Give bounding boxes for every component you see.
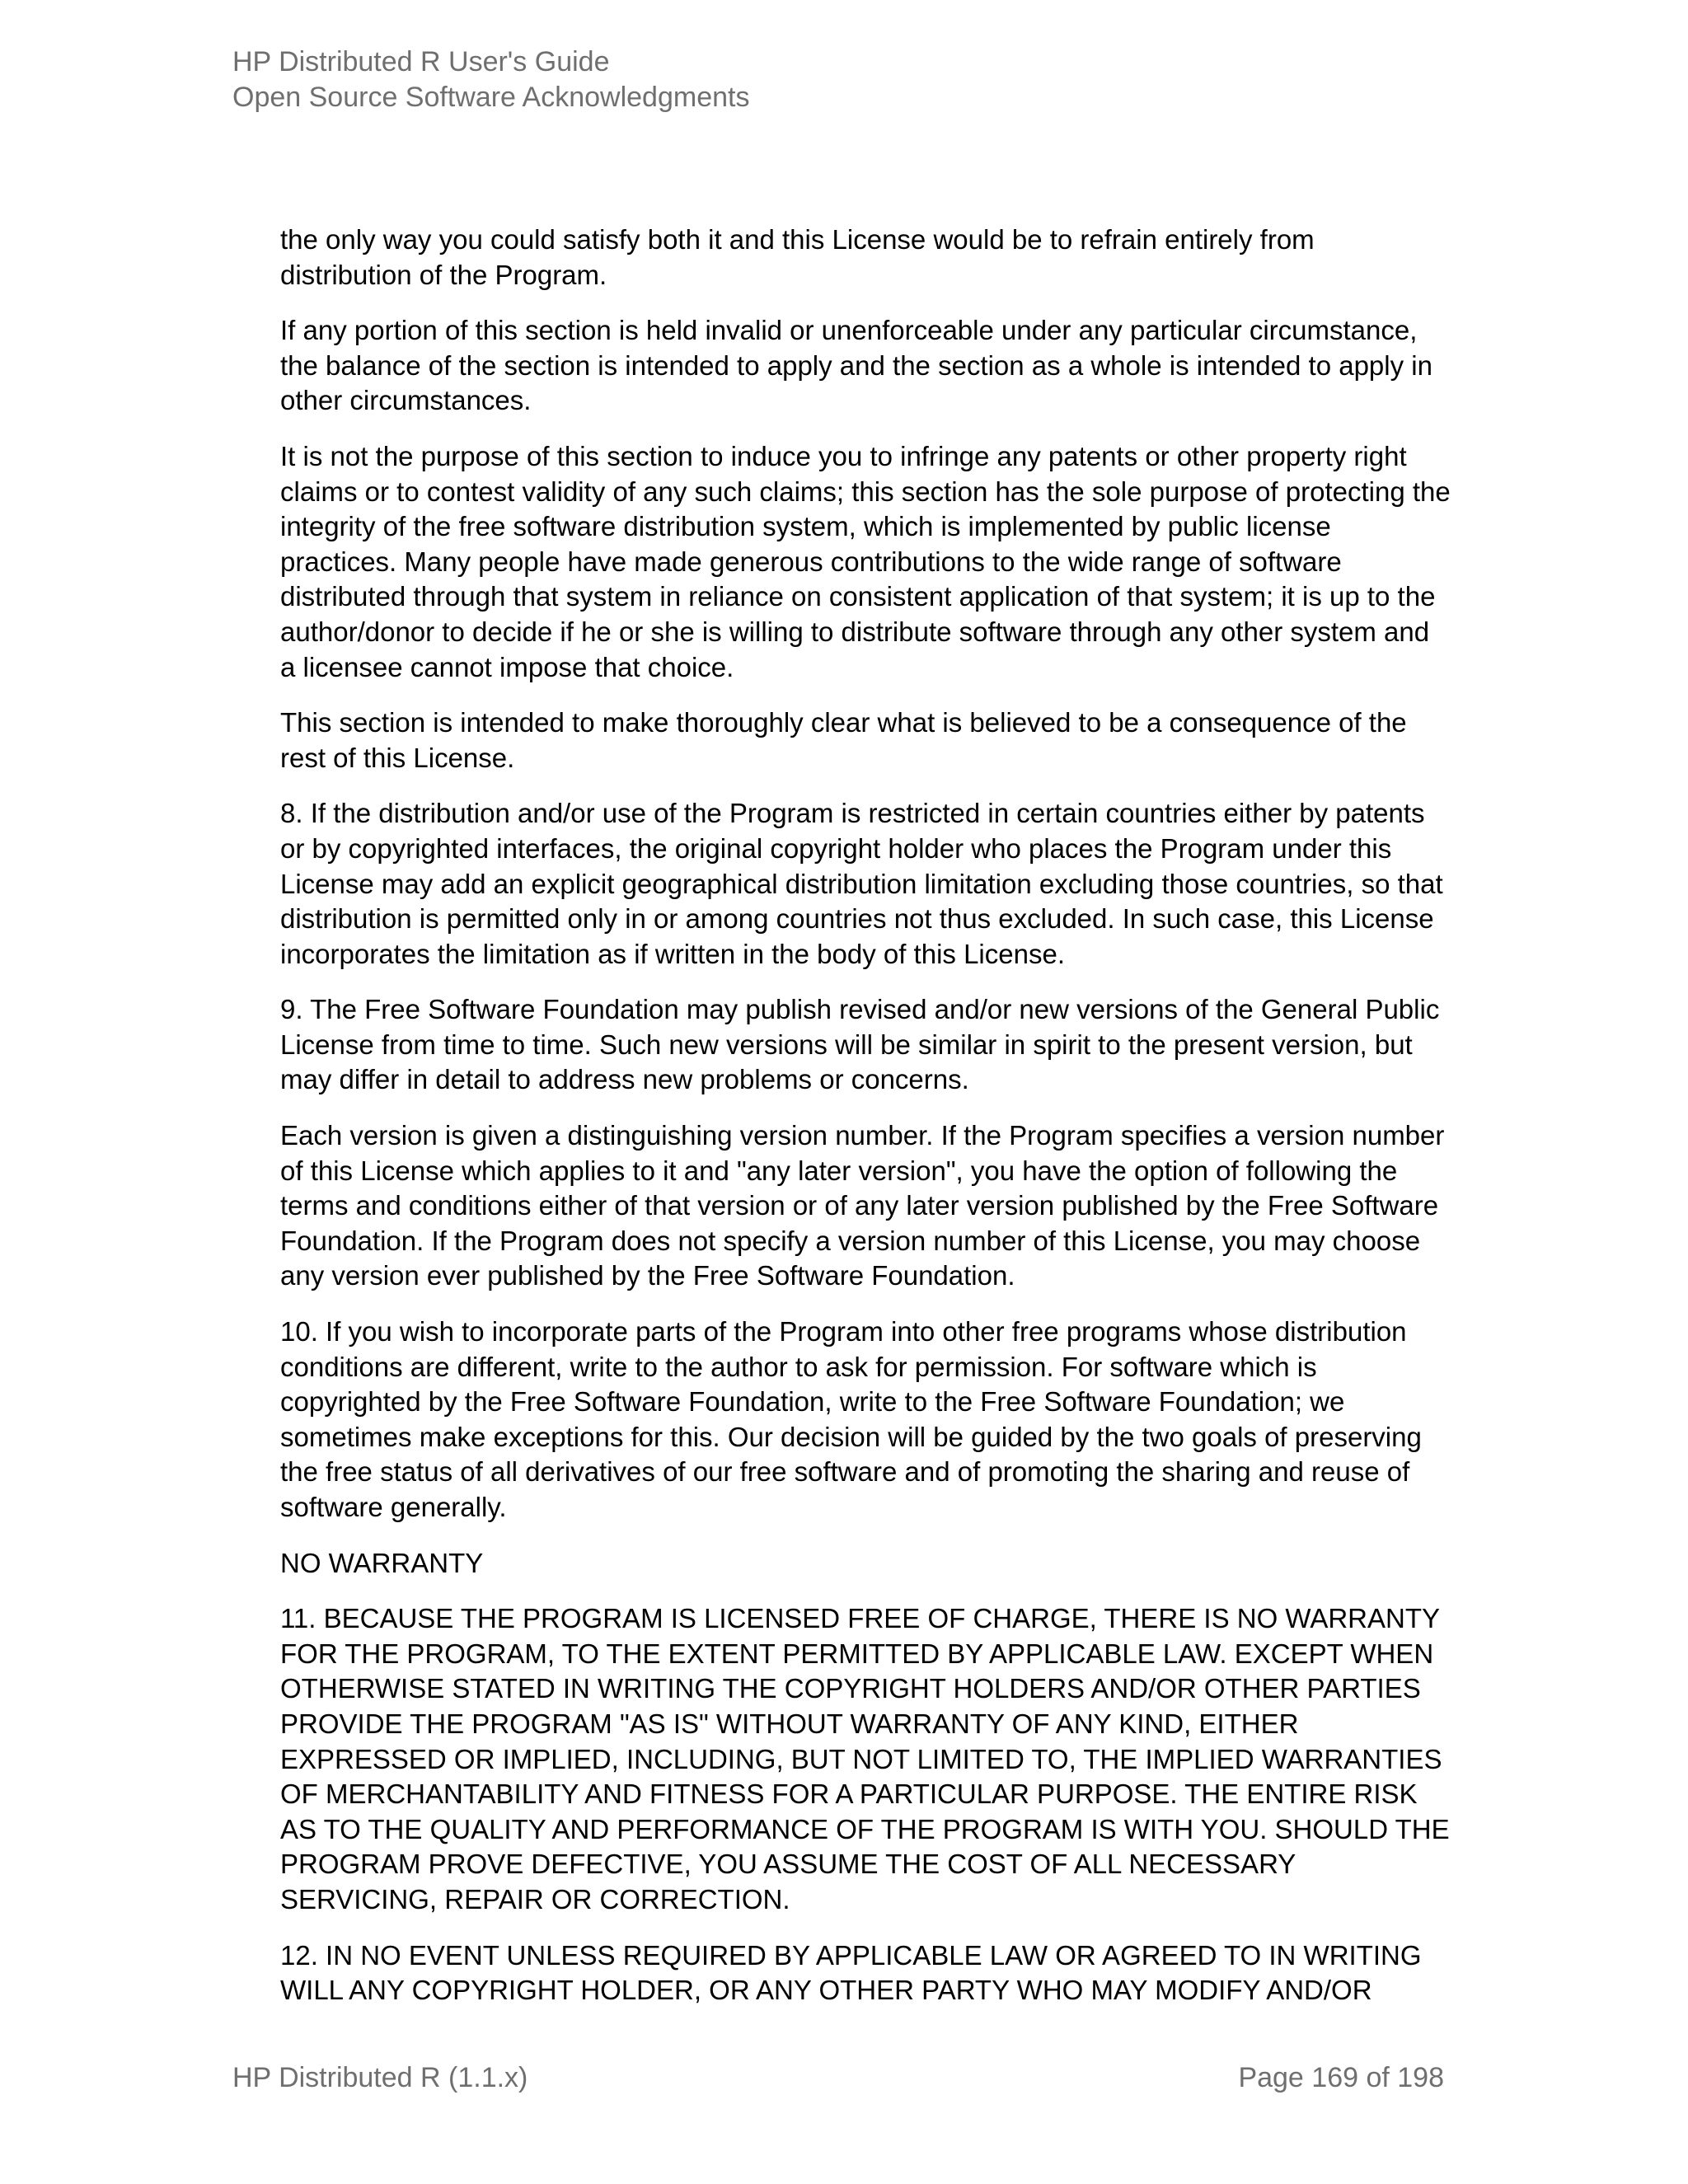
page-number: Page 169 of 198 <box>1238 2062 1444 2093</box>
section-title: Open Source Software Acknowledgments <box>232 82 750 113</box>
paragraph-section-12: 12. IN NO EVENT UNLESS REQUIRED BY APPLICABLE LAW OR AGREED TO IN WRITING WILL ANY COPYRIGHT HOLDER, OR ANY OTHER PARTY WHO MAY MODIFY AND/OR <box>280 1939 1422 2006</box>
document-title: HP Distributed R User's Guide <box>232 46 610 77</box>
paragraph-version-number: Each version is given a distinguishing version number. If the Program specifies a version number of this License which applies to it and "any later version", you have the option of following the terms and conditions either of that version or of any later version published by the Free Software Foundation. If the Program does not specify a version number of this License, you may choose any version ever published by the Free Software Foundation. <box>280 1120 1445 1291</box>
paragraph-section-9: 9. The Free Software Foundation may publish revised and/or new versions of the General Public License from time to time. Such new versions will be similar in spirit to the present version, but may differ in detail to address new problems or concerns. <box>280 994 1440 1095</box>
paragraph-section-10: 10. If you wish to incorporate parts of the Program into other free programs whose distribution conditions are different, write to the author to ask for permission. For software which is copyrighted by the Free Software Foundation, write to the Free Software Foundation; we sometimes make exceptions for this. Our decision will be guided by the two goals of preserving the free status of all derivatives of our free software and of promoting the sharing and reuse of software generally. <box>280 1316 1422 1522</box>
paragraph-section-8: 8. If the distribution and/or use of the Program is restricted in certain countries either by patents or by copyrighted interfaces, the original copyright holder who places the Program under this License may add an explicit geographical distribution limitation excluding those countries, so that distribution is permitted only in or among countries not thus excluded. In such case, this License incorporates the limitation as if written in the body of this License. <box>280 798 1443 969</box>
paragraph-invalid-portion: If any portion of this section is held invalid or unenforceable under any particular circumstance, the balance of the section is intended to apply and the section as a whole is intended to apply in other circumstances. <box>280 315 1432 416</box>
license-text <box>280 223 1451 2029</box>
paragraph-purpose: It is not the purpose of this section to induce you to infringe any patents or other property right claims or to contest validity of any such claims; this section has the sole purpose of protecting the integrity of the free software distribution system, which is implemented by public license practices. Many people have made generous contributions to the wide range of software distributed through that system in reliance on consistent application of that system; it is up to the author/donor to decide if he or she is willing to distribute software through any other system and a licensee cannot impose that choice. <box>280 440 1451 682</box>
paragraph-consequence: This section is intended to make thoroughly clear what is believed to be a consequence of the rest of this License. <box>280 707 1407 773</box>
paragraph-continuation: the only way you could satisfy both it and this License would be to refrain entirely from distribution of the Program. <box>280 224 1315 290</box>
running-header <box>232 45 1469 115</box>
footer-product: HP Distributed R (1.1.x) <box>232 2062 528 2093</box>
heading-no-warranty: NO WARRANTY <box>280 1547 484 1578</box>
paragraph-section-11: 11. BECAUSE THE PROGRAM IS LICENSED FREE OF CHARGE, THERE IS NO WARRANTY FOR THE PROGRAM, TO THE EXTENT PERMITTED BY APPLICABLE LAW. EXCEPT WHEN OTHERWISE STATED IN WRITING THE COPYRIGHT HOLDERS AND/OR OTHER PARTIES PROVIDE THE PROGRAM "AS IS" WITHOUT WARRANTY OF ANY KIND, EITHER EXPRESSED OR IMPLIED, INCLUDING, BUT NOT LIMITED TO, THE IMPLIED WARRANTIES OF MERCHANTABILITY AND FITNESS FOR A PARTICULAR PURPOSE. THE ENTIRE RISK AS TO THE QUALITY AND PERFORMANCE OF THE PROGRAM IS WITH YOU. SHOULD THE PROGRAM PROVE DEFECTIVE, YOU ASSUME THE COST OF ALL NECESSARY SERVICING, REPAIR OR CORRECTION. <box>280 1603 1450 1915</box>
